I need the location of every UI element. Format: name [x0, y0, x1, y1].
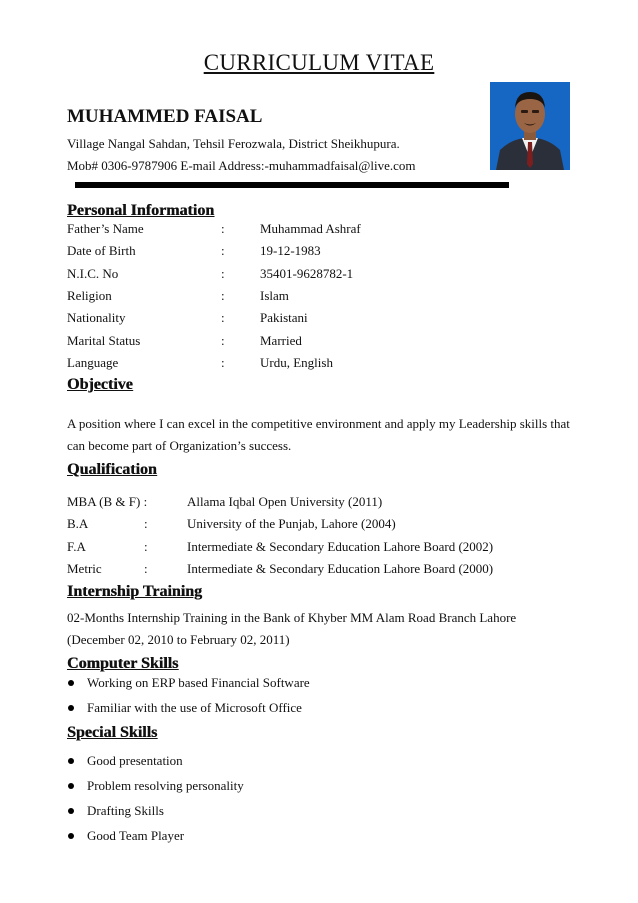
internship-line-1: 02-Months Internship Training in the Bank of Khyber MM Alam Road Branch Lahore [67, 610, 517, 625]
objective-line-2: can become part of Organization’s success. [67, 438, 292, 453]
field-value: Islam [260, 287, 289, 303]
degree-label: B.A [67, 516, 89, 532]
degree-label: F.A [67, 538, 86, 554]
candidate-name: MUHAMMED FAISAL [67, 106, 263, 127]
degree-separator: : [144, 560, 148, 576]
field-label: Marital Status [67, 332, 141, 348]
bullet-text: Familiar with the use of Microsoft Office [87, 700, 302, 715]
profile-photo [490, 82, 570, 170]
qualification-row [67, 516, 587, 534]
field-label: Nationality [67, 310, 126, 326]
section-heading-computer-skills: Computer Skills [67, 655, 179, 672]
objective-text [67, 413, 579, 457]
field-separator: : [221, 354, 225, 370]
field-value: Pakistani [260, 310, 308, 326]
contact-line: Mob# 0306-9787906 E-mail Address:-muhammadfaisal@live.com [67, 158, 416, 173]
field-separator: : [221, 287, 225, 303]
field-label: Language [67, 354, 119, 370]
qualification-row [67, 539, 587, 557]
field-label: Religion [67, 287, 112, 303]
field-separator: : [221, 265, 225, 281]
bullet-dot-icon [68, 833, 74, 839]
personal-info-row [67, 355, 587, 373]
field-value: 19-12-1983 [260, 243, 321, 259]
bullet-dot-icon [68, 808, 74, 814]
field-value: Muhammad Ashraf [260, 221, 361, 236]
qualification-row [67, 561, 587, 579]
personal-info-row [67, 266, 587, 284]
bullet-dot-icon [68, 758, 74, 764]
degree-label: MBA (B & F) : [67, 494, 148, 509]
field-value: 35401-9628782-1 [260, 265, 354, 281]
field-separator: : [221, 221, 225, 236]
qualification-row [67, 494, 587, 512]
section-heading-special-skills: Special Skills [67, 724, 158, 741]
address-line: Village Nangal Sahdan, Tehsil Ferozwala, District Sheikhupura. [67, 136, 400, 151]
document-title: CURRICULUM VITAE [203, 50, 435, 75]
degree-separator: : [144, 538, 148, 554]
bullet-dot-icon [68, 783, 74, 789]
field-value: Married [260, 332, 302, 348]
section-heading-internship: Internship Training [67, 583, 203, 600]
header-divider [75, 182, 509, 188]
personal-info-row [67, 333, 587, 351]
bullet-text: Good Team Player [87, 828, 185, 843]
section-heading-qualification: Qualification [67, 461, 157, 478]
personal-info-row [67, 243, 587, 261]
bullet-text: Problem resolving personality [87, 778, 244, 793]
bullet-dot-icon [68, 680, 74, 686]
degree-institution: Intermediate & Secondary Education Lahore Board (2002) [187, 538, 494, 554]
degree-separator: : [144, 516, 148, 532]
personal-info-row [67, 288, 587, 306]
field-separator: : [221, 332, 225, 348]
degree-institution: Intermediate & Secondary Education Lahore Board (2000) [187, 560, 494, 576]
objective-line-1: A position where I can excel in the competitive environment and apply my Leadership skills that [67, 416, 570, 431]
person-photo-icon [490, 82, 570, 170]
field-label: Father’s Name [67, 221, 144, 236]
degree-institution: Allama Iqbal Open University (2011) [187, 494, 383, 509]
section-heading-objective: Objective [67, 376, 133, 393]
bullet-dot-icon [68, 705, 74, 711]
field-separator: : [221, 243, 225, 259]
degree-label: Metric [67, 560, 102, 576]
field-label: N.I.C. No [67, 265, 119, 281]
internship-text [67, 607, 579, 651]
bullet-text: Working on ERP based Financial Software [87, 675, 310, 690]
bullet-text: Good presentation [87, 753, 183, 768]
bullet-text: Drafting Skills [87, 803, 164, 818]
internship-line-2: (December 02, 2010 to February 02, 2011) [67, 632, 290, 647]
degree-institution: University of the Punjab, Lahore (2004) [187, 516, 396, 532]
field-label: Date of Birth [67, 243, 136, 259]
personal-info-row [67, 310, 587, 328]
field-value: Urdu, English [260, 354, 333, 370]
personal-info-row [67, 221, 587, 239]
section-heading-personal: Personal Information [67, 202, 215, 219]
field-separator: : [221, 310, 225, 326]
